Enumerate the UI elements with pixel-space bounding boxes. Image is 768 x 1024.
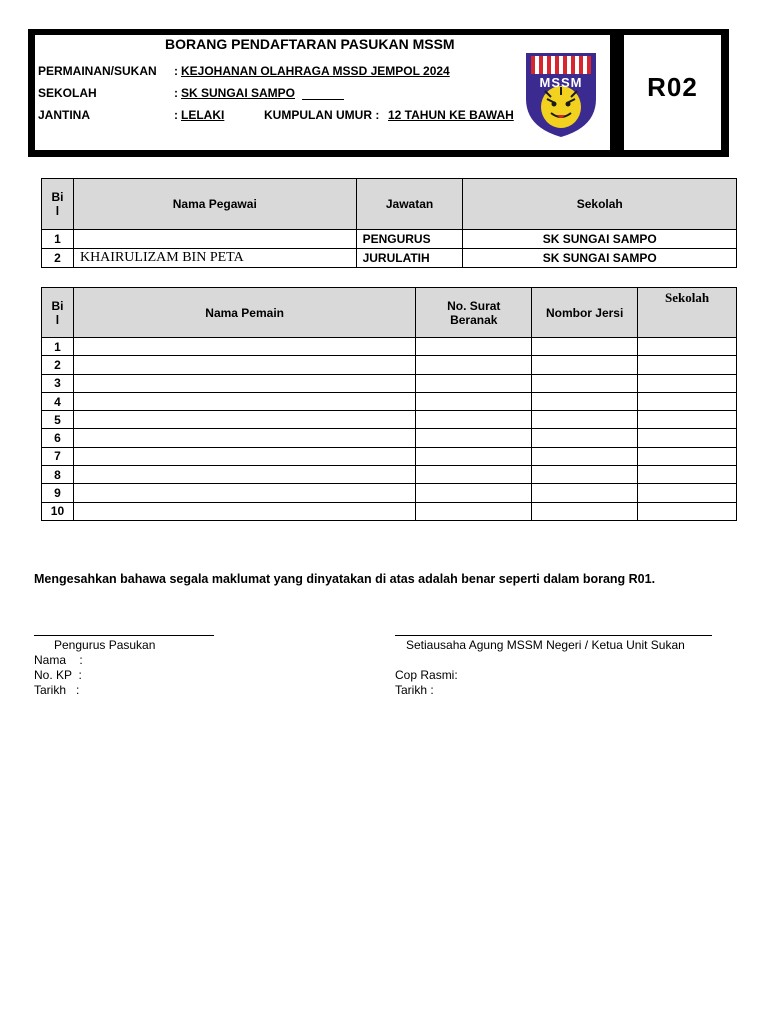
umur-label: KUMPULAN UMUR : [264,108,380,122]
player-jersi-cell[interactable] [532,392,638,410]
player-name-cell[interactable] [73,447,415,465]
no-kp-field: No. KP : [34,668,82,682]
logo-text: MSSM [539,75,583,90]
player-sekolah-cell[interactable] [638,338,737,356]
player-jersi-cell[interactable] [532,484,638,502]
official-name[interactable]: KHAIRULIZAM BIN PETA [73,249,356,268]
official-sekolah: SK SUNGAI SAMPO [463,249,737,268]
player-sekolah-cell[interactable] [638,447,737,465]
player-sekolah-cell[interactable] [638,411,737,429]
signature-title-left: Pengurus Pasukan [54,638,156,652]
player-surat-cell[interactable] [416,502,532,520]
player-name-cell[interactable] [73,374,415,392]
player-sekolah-cell[interactable] [638,502,737,520]
player-no: 6 [42,429,74,447]
player-name-cell[interactable] [73,356,415,374]
players-header-surat [416,288,532,338]
player-jersi-cell[interactable] [532,447,638,465]
player-name-cell[interactable] [73,502,415,520]
players-header-surat-text: No. Surat Beranak [447,298,501,327]
signature-line-left[interactable] [34,635,214,636]
player-surat-cell[interactable] [416,411,532,429]
player-sekolah-cell[interactable] [638,374,737,392]
signature-line-right[interactable] [395,635,712,636]
player-name-cell[interactable] [73,429,415,447]
player-name-cell[interactable] [73,466,415,484]
officials-table [41,178,737,268]
player-no: 10 [42,502,74,520]
table-row [42,230,737,249]
player-surat-cell[interactable] [416,392,532,410]
sekolah-underline [302,99,344,100]
umur-value: 12 TAHUN KE BAWAH [388,108,514,122]
permainan-value: KEJOHANAN OLAHRAGA MSSD JEMPOL 2024 [181,64,450,78]
player-jersi-cell[interactable] [532,338,638,356]
player-sekolah-cell[interactable] [638,429,737,447]
table-row [42,411,737,429]
player-jersi-cell[interactable] [532,356,638,374]
table-row [42,447,737,465]
player-surat-cell[interactable] [416,447,532,465]
table-row [42,356,737,374]
jantina-label: JANTINA [38,108,91,122]
player-surat-cell[interactable] [416,429,532,447]
official-jawatan: PENGURUS [356,230,463,249]
nama-field: Nama : [34,653,83,667]
jantina-colon: : [174,108,178,122]
players-header-jersi: Nombor Jersi [532,288,638,338]
player-sekolah-cell[interactable] [638,356,737,374]
table-row [42,374,737,392]
player-no: 1 [42,338,74,356]
official-name[interactable] [73,230,356,249]
confirmation-statement: Mengesahkan bahawa segala maklumat yang dinyatakan di atas adalah benar seperti dalam borang R01. [34,572,656,586]
player-sekolah-cell[interactable] [638,484,737,502]
player-jersi-cell[interactable] [532,502,638,520]
player-no: 3 [42,374,74,392]
table-row [42,392,737,410]
mssm-logo [523,51,599,139]
table-row [42,484,737,502]
permainan-label: PERMAINAN/SUKAN [38,64,157,78]
player-no: 5 [42,411,74,429]
permainan-colon: : [174,64,178,78]
player-no: 4 [42,392,74,410]
player-jersi-cell[interactable] [532,374,638,392]
table-row [42,338,737,356]
players-header-nama: Nama Pemain [73,288,415,338]
players-header-bil: Bi l [42,288,74,338]
table-row [42,466,737,484]
form-code: R02 [647,72,698,102]
officials-header-bil: Bi l [42,179,74,230]
official-sekolah: SK SUNGAI SAMPO [463,230,737,249]
table-row [42,429,737,447]
players-header-sekolah: Sekolah [638,288,737,338]
player-jersi-cell[interactable] [532,466,638,484]
player-jersi-cell[interactable] [532,429,638,447]
sekolah-label: SEKOLAH [38,86,97,100]
tarikh-field-left: Tarikh : [34,683,80,697]
player-surat-cell[interactable] [416,466,532,484]
officials-header-nama: Nama Pegawai [73,179,356,230]
cop-rasmi-field: Cop Rasmi: [395,668,458,682]
players-table [41,287,737,521]
tarikh-field-right: Tarikh : [395,683,434,697]
player-name-cell[interactable] [73,338,415,356]
player-sekolah-cell[interactable] [638,466,737,484]
player-surat-cell[interactable] [416,338,532,356]
player-surat-cell[interactable] [416,484,532,502]
officials-header-sekolah: Sekolah [463,179,737,230]
player-surat-cell[interactable] [416,374,532,392]
sekolah-colon: : [174,86,178,100]
official-jawatan: JURULATIH [356,249,463,268]
player-no: 8 [42,466,74,484]
table-row [42,502,737,520]
table-row [42,249,737,268]
form-title: BORANG PENDAFTARAN PASUKAN MSSM [165,36,455,52]
player-sekolah-cell[interactable] [638,392,737,410]
official-no: 2 [42,249,74,268]
officials-header-jawatan: Jawatan [356,179,463,230]
player-no: 7 [42,447,74,465]
player-surat-cell[interactable] [416,356,532,374]
signature-title-right: Setiausaha Agung MSSM Negeri / Ketua Unit Sukan [406,638,685,652]
player-name-cell[interactable] [73,411,415,429]
player-jersi-cell[interactable] [532,411,638,429]
player-no: 2 [42,356,74,374]
official-no: 1 [42,230,74,249]
sekolah-value: SK SUNGAI SAMPO [181,86,296,100]
player-name-cell[interactable] [73,392,415,410]
player-no: 9 [42,484,74,502]
jantina-value: LELAKI [181,108,225,122]
player-name-cell[interactable] [73,484,415,502]
